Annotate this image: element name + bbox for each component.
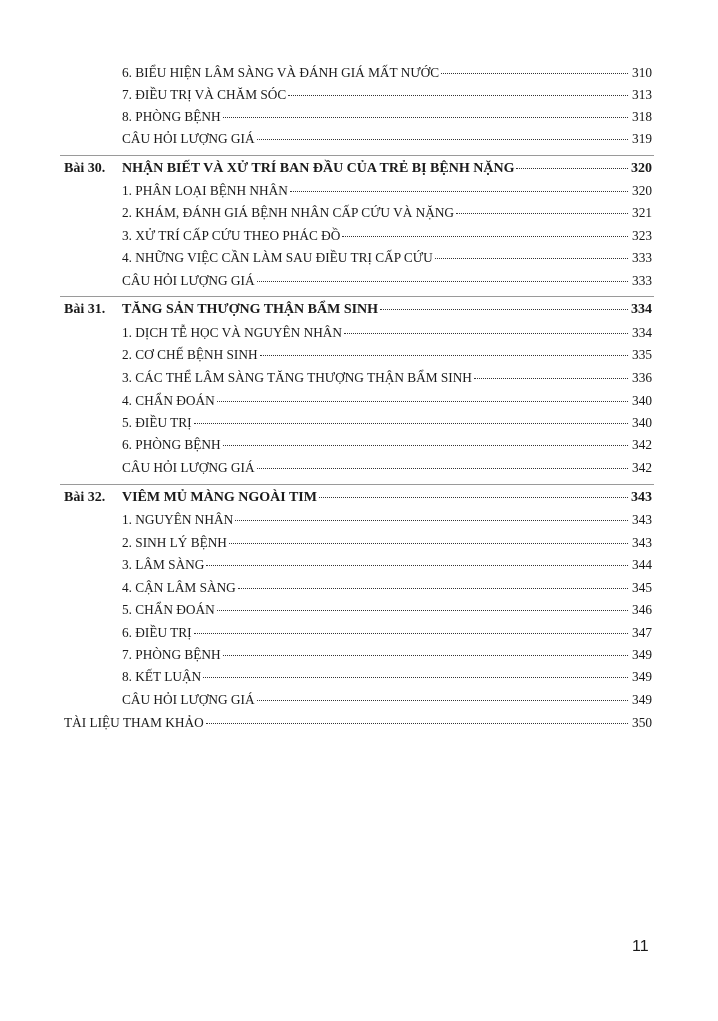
dot-leader — [206, 564, 628, 566]
dot-leader — [260, 354, 628, 356]
lesson-number: Bài 32. — [64, 490, 106, 505]
dot-leader — [229, 542, 628, 544]
dot-leader — [288, 94, 628, 96]
toc-entry-title: 6. PHÒNG BỆNH — [122, 437, 221, 452]
lesson-title: NHẬN BIẾT VÀ XỬ TRÍ BAN ĐẦU CỦA TRẺ BỊ BỆNH NẶNG — [122, 161, 515, 176]
dot-leader — [206, 722, 628, 724]
toc-entry[interactable] — [122, 414, 652, 432]
toc-entry-page: 344 — [632, 557, 652, 572]
dot-leader — [290, 190, 628, 192]
lesson-heading[interactable] — [64, 301, 652, 319]
toc-entry-page: 349 — [632, 669, 652, 684]
lesson-page: 320 — [631, 161, 652, 176]
toc-entry[interactable] — [122, 646, 652, 664]
toc-entry-title: 3. XỬ TRÍ CẤP CỨU THEO PHÁC ĐỒ — [122, 228, 341, 243]
toc-entry-title: CÂU HỎI LƯỢNG GIÁ — [122, 131, 255, 146]
toc-entry-page: 323 — [632, 228, 652, 243]
toc-entry[interactable] — [122, 64, 652, 82]
toc-entry-page: 321 — [632, 205, 652, 220]
toc-entry-page: 345 — [632, 580, 652, 595]
toc-entry-title: 4. NHỮNG VIỆC CẦN LÀM SAU ĐIỀU TRỊ CẤP CỨU — [122, 250, 433, 265]
toc-entry-title: 6. ĐIỀU TRỊ — [122, 625, 192, 640]
page-number: 11 — [632, 938, 649, 955]
toc-entry-title: 7. ĐIỀU TRỊ VÀ CHĂM SÓC — [122, 87, 287, 102]
dot-leader — [257, 467, 628, 469]
toc-entry-page: 320 — [632, 183, 652, 198]
toc-entry[interactable] — [122, 324, 652, 342]
toc-entry[interactable] — [122, 668, 652, 686]
toc-entry-title: TÀI LIỆU THAM KHẢO — [64, 715, 204, 730]
toc-entry-page: 350 — [632, 715, 652, 730]
toc-entry[interactable] — [122, 624, 652, 642]
toc-entry[interactable] — [122, 182, 652, 200]
toc-entry[interactable] — [122, 369, 652, 387]
toc-entry-title: 5. CHẨN ĐOÁN — [122, 602, 215, 617]
lesson-title: TĂNG SẢN THƯỢNG THẬN BẨM SINH — [122, 302, 379, 317]
dot-leader — [235, 519, 628, 521]
toc-entry-page: 318 — [632, 109, 652, 124]
dot-leader — [474, 377, 628, 379]
dot-leader — [217, 400, 628, 402]
toc-entry-title: 3. CÁC THỂ LÂM SÀNG TĂNG THƯỢNG THẬN BẨM SINH — [122, 370, 472, 385]
toc-entry-references[interactable] — [64, 714, 652, 732]
toc-entry-page: 333 — [632, 250, 652, 265]
section-divider — [60, 155, 654, 156]
toc-entry-title: CÂU HỎI LƯỢNG GIÁ — [122, 460, 255, 475]
toc-entry-title: 4. CHẨN ĐOÁN — [122, 393, 215, 408]
dot-leader — [223, 444, 628, 446]
dot-leader — [456, 212, 628, 214]
toc-entry[interactable] — [122, 204, 652, 222]
toc-entry-page: 319 — [632, 131, 652, 146]
toc-entry[interactable] — [122, 392, 652, 410]
toc-entry-page: 343 — [632, 512, 652, 527]
toc-entry-page: 336 — [632, 370, 652, 385]
toc-entry[interactable] — [122, 227, 652, 245]
toc-entry-page: 349 — [632, 647, 652, 662]
lesson-page: 334 — [631, 302, 652, 317]
toc-entry-title: 6. BIỂU HIỆN LÂM SÀNG VÀ ĐÁNH GIÁ MẤT NƯỚC — [122, 65, 440, 80]
toc-entry-title: 1. PHÂN LOẠI BỆNH NHÂN — [122, 183, 288, 198]
toc-entry-title: CÂU HỎI LƯỢNG GIÁ — [122, 273, 255, 288]
dot-leader — [257, 138, 628, 140]
section-divider — [60, 296, 654, 297]
toc-entry-title: 4. CẬN LÂM SÀNG — [122, 580, 236, 595]
toc-entry-page: 346 — [632, 602, 652, 617]
toc-entry[interactable] — [122, 511, 652, 529]
dot-leader — [257, 280, 628, 282]
toc-entry[interactable] — [122, 691, 652, 709]
toc-entry-title: 2. KHÁM, ĐÁNH GIÁ BỆNH NHÂN CẤP CỨU VÀ NẶNG — [122, 205, 455, 220]
toc-entry-title: 1. NGUYÊN NHÂN — [122, 512, 234, 527]
lesson-heading[interactable] — [64, 489, 652, 507]
toc-entry-title: 8. PHÒNG BỆNH — [122, 109, 221, 124]
dot-leader — [380, 308, 628, 310]
toc-entry-page: 334 — [632, 325, 652, 340]
toc-entry-title: 3. LÂM SÀNG — [122, 557, 205, 572]
toc-entry-page: 335 — [632, 347, 652, 362]
toc-entry[interactable] — [122, 249, 652, 267]
lesson-heading[interactable] — [64, 160, 652, 178]
toc-entry-page: 333 — [632, 273, 652, 288]
toc-entry-title: 8. KẾT LUẬN — [122, 669, 202, 684]
toc-entry[interactable] — [122, 534, 652, 552]
dot-leader — [203, 676, 628, 678]
toc-entry[interactable] — [122, 436, 652, 454]
dot-leader — [435, 257, 628, 259]
toc-entry-title: 2. CƠ CHẾ BỆNH SINH — [122, 347, 258, 362]
dot-leader — [238, 587, 628, 589]
toc-entry-page: 313 — [632, 87, 652, 102]
dot-leader — [344, 332, 628, 334]
dot-leader — [516, 167, 628, 169]
toc-entry-title: 7. PHÒNG BỆNH — [122, 647, 221, 662]
toc-entry-page: 342 — [632, 437, 652, 452]
lesson-title: VIÊM MỦ MÀNG NGOÀI TIM — [122, 490, 317, 505]
toc-entry-title: 5. ĐIỀU TRỊ — [122, 415, 192, 430]
lesson-number: Bài 30. — [64, 161, 106, 176]
toc-entry[interactable] — [122, 346, 652, 364]
toc-entry-page: 349 — [632, 692, 652, 707]
toc-entry[interactable] — [122, 556, 652, 574]
toc-entry[interactable] — [122, 272, 652, 290]
dot-leader — [223, 116, 628, 118]
toc-entry[interactable] — [122, 86, 652, 104]
section-divider — [60, 484, 654, 485]
toc-entry[interactable] — [122, 601, 652, 619]
toc-entry[interactable] — [122, 579, 652, 597]
toc-entry-title: CÂU HỎI LƯỢNG GIÁ — [122, 692, 255, 707]
toc-entry-page: 310 — [632, 65, 652, 80]
lesson-page: 343 — [631, 490, 652, 505]
dot-leader — [217, 609, 628, 611]
dot-leader — [441, 72, 628, 74]
toc-entry-page: 347 — [632, 625, 652, 640]
toc-entry-page: 342 — [632, 460, 652, 475]
dot-leader — [257, 699, 628, 701]
toc-entry-page: 343 — [632, 535, 652, 550]
toc-entry-page: 340 — [632, 415, 652, 430]
toc-entry-page: 340 — [632, 393, 652, 408]
lesson-number: Bài 31. — [64, 302, 106, 317]
toc-entry-title: 1. DỊCH TỄ HỌC VÀ NGUYÊN NHÂN — [122, 325, 343, 340]
toc-entry[interactable] — [122, 130, 652, 148]
toc-entry[interactable] — [122, 459, 652, 477]
toc-entry[interactable] — [122, 108, 652, 126]
dot-leader — [223, 654, 628, 656]
dot-leader — [194, 632, 628, 634]
dot-leader — [319, 496, 628, 498]
toc-entry-title: 2. SINH LÝ BỆNH — [122, 535, 227, 550]
dot-leader — [194, 422, 628, 424]
dot-leader — [342, 235, 628, 237]
